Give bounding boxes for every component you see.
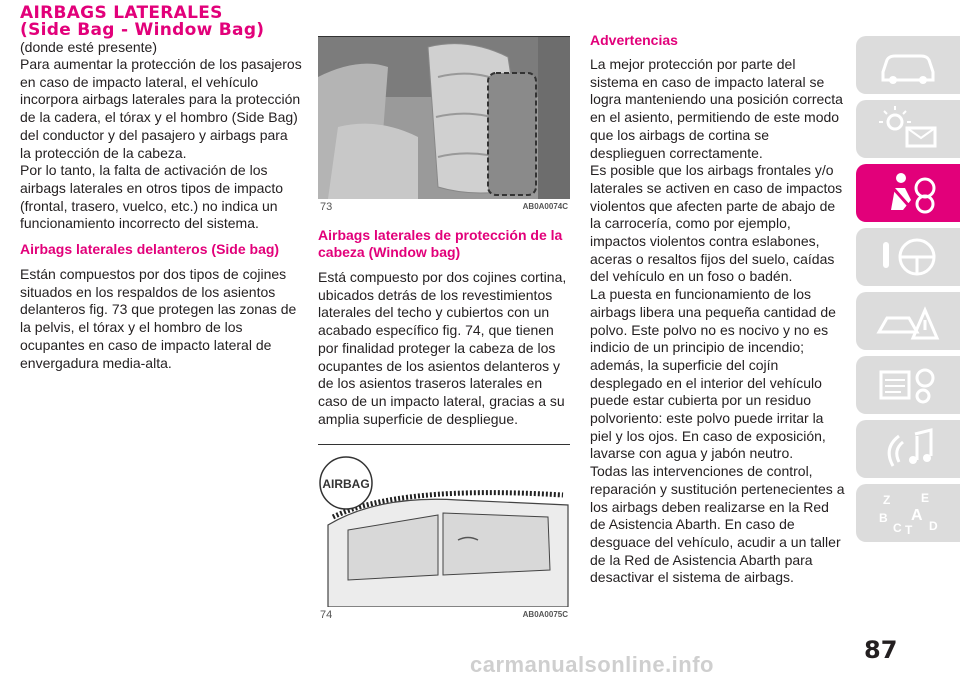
tab-warning-lights[interactable] xyxy=(856,100,960,158)
warning-paragraph: La mejor protección por parte del sistema en caso de impacto lateral se logra manteniendo una posición correcta en el asiento, permitiendo de este modo que los airbags de cortina se desplieguen correctamente. xyxy=(590,56,843,161)
maintenance-icon xyxy=(873,362,943,408)
steering-wheel-icon xyxy=(873,234,943,280)
section-title-warnings: Advertencias xyxy=(590,32,678,48)
index-letter: C xyxy=(893,521,902,535)
section-title-window-bag: Airbags laterales de protección de la cabeza (Window bag) xyxy=(318,227,563,260)
index-letter: T xyxy=(905,523,913,536)
warning-paragraph: Es posible que los airbags frontales y/o laterales se activen en caso de impactos violentos que afecten parte de abajo de la carrocería, como por ejemplo, impactos violentos contra eslabones, aceras o resaltos fijos del suelo, caídas del vehículo en un foso o badén. xyxy=(590,162,843,285)
figure-74 xyxy=(318,444,570,623)
figure-number: 73 xyxy=(320,201,333,213)
title-line-2: (Side Bag - Window Bag) xyxy=(20,20,265,40)
figure-73 xyxy=(318,36,570,215)
figure-73-caption xyxy=(318,199,570,215)
index-letter: D xyxy=(929,519,938,533)
warning-paragraph: Todas las intervenciones de control, reparación y sustitución pertenecientes a los airbags deben realizarse en la Red de Asistencia Abarth. En caso de desguace del vehículo, acudir a un taller de la Red de Asistencia Abarth para desactivar el sistema de airbags. xyxy=(590,463,845,586)
tab-maintenance[interactable] xyxy=(856,356,960,414)
figure-code: AB0A0074C xyxy=(522,202,568,211)
left-column xyxy=(20,0,302,372)
tab-vehicle[interactable] xyxy=(856,36,960,94)
tab-driving[interactable] xyxy=(856,228,960,286)
window-bag-illustration xyxy=(318,445,570,607)
section-title-side-bag: Airbags laterales delanteros (Side bag) xyxy=(20,241,280,258)
tab-multimedia[interactable] xyxy=(856,420,960,478)
seat-side-bag-illustration xyxy=(318,37,570,199)
warning-paragraph: La puesta en funcionamiento de los airbags libera una pequeña cantidad de polvo. Este polvo no es nocivo y no es indicio de un principio de incendio; además, la superficie del cojín desplegado en el interior del vehículo puede estar cubierta por un residuo polvoriento: este polvo puede irritar la piel y los ojos. En caso de exposición, lavarse con agua y jabón neutro. xyxy=(590,286,836,462)
intro-paragraph: Para aumentar la protección de los pasajeros en caso de impacto lateral, el vehículo incorpora airbags laterales para la protección de la cadera, el tórax y el hombro (Side Bag) del conductor y del pasajero y airbags para la protección de la cabeza. xyxy=(20,56,302,161)
figure-code: AB0A0075C xyxy=(522,610,568,620)
airbag-badge-label: AIRBAG xyxy=(322,477,370,492)
section-body-window-bag: Está compuesto por dos cojines cortina, ubicados detrás de los revestimientos laterales del techo y cubiertos con un acabado específico fig. 74, que tienen por finalidad proteger la cabeza de los ocupantes de los asientos delanteros y de los asientos traseros laterales en caso de un impacto lateral, gracias a su amplia superficie de despliegue. xyxy=(318,269,567,427)
figure-74-caption xyxy=(318,607,570,623)
middle-column xyxy=(318,0,570,623)
title-line-1: AIRBAGS LATERALES xyxy=(20,3,223,23)
tab-index[interactable] xyxy=(856,484,960,542)
tab-safety[interactable] xyxy=(856,164,960,222)
tab-emergency[interactable] xyxy=(856,292,960,350)
title-note: (donde esté presente) xyxy=(20,39,157,55)
page-number: 87 xyxy=(864,636,898,664)
right-column xyxy=(590,0,846,587)
warning-lights-icon xyxy=(873,106,943,152)
accident-icon xyxy=(873,298,943,344)
watermark: carmanualsonline.info xyxy=(470,652,714,677)
car-icon xyxy=(873,42,943,88)
multimedia-icon xyxy=(873,426,943,472)
section-body-side-bag: Están compuestos por dos tipos de cojines situados en los respaldos de los asientos delanteros fig. 73 que protegen las zonas de la pelvis, el tórax y el hombro de los ocupantes en caso de impacto lateral de envergadura media-alta. xyxy=(20,266,297,371)
index-letter: E xyxy=(921,491,930,505)
figure-number: 74 xyxy=(320,609,333,622)
index-letter: B xyxy=(879,511,888,525)
airbag-seatbelt-icon xyxy=(873,170,943,216)
index-letter: A xyxy=(911,507,923,524)
second-paragraph: Por lo tanto, la falta de activación de los airbags laterales en otros tipos de impacto (frontal, trasero, vuelco, etc.) no indica un funcionamiento incorrecto del sistema. xyxy=(20,162,284,232)
index-letters-icon xyxy=(873,490,943,536)
chapter-tabs xyxy=(856,36,960,548)
page-title xyxy=(20,5,302,39)
index-letter: Z xyxy=(883,493,891,507)
